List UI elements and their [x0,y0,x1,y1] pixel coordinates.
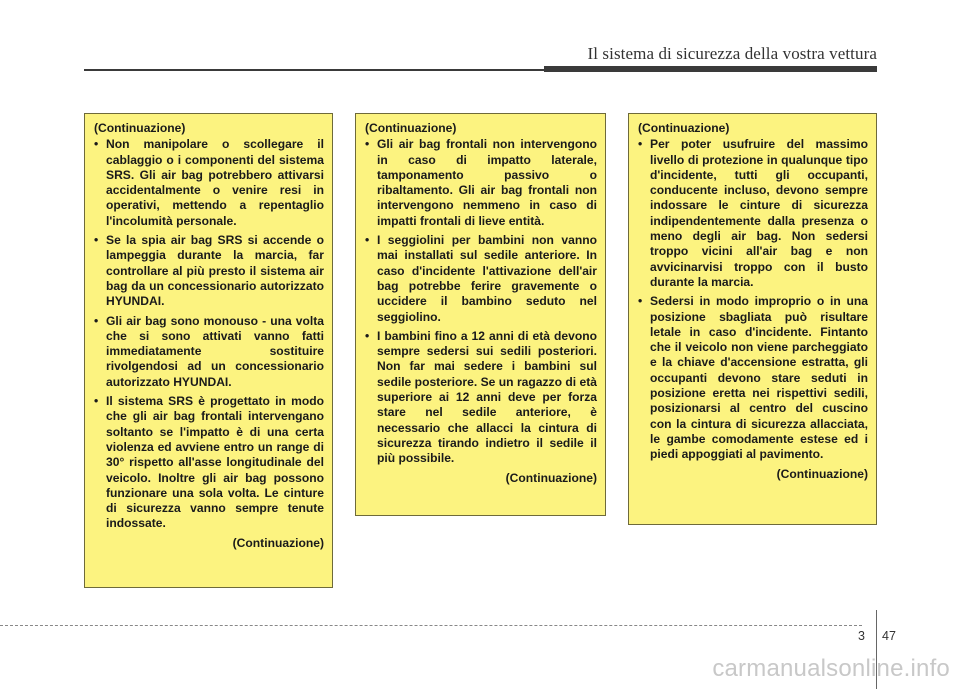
bullet-list [93,137,324,531]
header-rule-thick [544,66,877,72]
page-section-number: 3 [858,629,865,643]
warning-panel-1 [84,113,333,588]
warning-panel-2 [355,113,606,516]
page-header-title: Il sistema di sicurezza della vostra vettura [587,44,877,63]
footer-dashed-rule [0,625,862,626]
bullet-item: • I seggiolini per bambini non vanno mai installati sul sedile anteriore. In caso d'incidente l'attivazione dell'air bag potrebbe ferire gravemente o uccidere il bambino seduto nel seggiolino. [364,233,597,325]
bullet-item: • Se la spia air bag SRS si accende o lampeggia durante la marcia, far controllare al più presto il sistema air bag da un concessionario autorizzato HYUNDAI. [93,233,324,309]
continuation-heading: (Continuazione) [94,121,186,135]
header-rule-thin [84,69,544,71]
warning-panel-3 [628,113,877,525]
continuation-footer: (Continuazione) [232,535,324,550]
bullet-item: • Gli air bag sono monouso - una volta che si sono attivati vanno fatti immediatamente sostituire rivolgendosi ad un concessionario autorizzato HYUNDAI. [93,314,324,390]
continuation-heading: (Continuazione) [638,121,730,135]
bullet-list [637,137,868,462]
bullet-item: • Sedersi in modo improprio o in una posizione sbagliata può risultare letale in caso d'incidente. Fintanto che il veicolo non viene parcheggiato e la chiave d'accensione estratta, gli occupanti devono stare seduti in posizione eretta nei rispettivi sedili, posizionarsi al centro del cuscino con la cintura di sicurezza allacciata, le gambe comodamente estese ed i piedi appoggiati al pavimento. [637,294,868,462]
bullet-item: • Gli air bag frontali non intervengono in caso di impatto laterale, tamponamento passivo o ribaltamento. Gli air bag frontali non intervengono nemmeno in caso di impatti frontali di lieve entità. [364,137,597,229]
continuation-footer: (Continuazione) [776,466,868,481]
bullet-item: • I bambini fino a 12 anni di età devono sempre sedersi sui sedili posteriori. Non far mai sedere i bambini sul sedile posteriore. Se un ragazzo di età superiore ai 12 anni deve per forza stare nel sedile anteriore, è necessario che allacci la cintura di sicurezza tirando indietro il sedile il più possibile. [364,329,597,467]
bullet-item: • Il sistema SRS è progettato in modo che gli air bag frontali intervengano soltanto se l'impatto è di una certa violenza ed avviene entro un range di 30° rispetto all'asse longitudinale del veicolo. Inoltre gli air bag possono funzionare una sola volta. Le cinture di sicurezza vanno sempre tenute indossate. [93,394,324,532]
page-number: 47 [882,629,896,643]
bullet-item: • Non manipolare o scollegare il cablaggio o i componenti del sistema SRS. Gli air bag potrebbero attivarsi accidentalmente o venire resi in operativi, mettendo a repentaglio l'incolumità personale. [93,137,324,229]
bullet-item: • Per poter usufruire del massimo livello di protezione in qualunque tipo d'incidente, tutti gli occupanti, conducente incluso, devono sempre indossare le cinture di sicurezza indipendentemente dalla presenza o meno degli air bag. Non sedersi troppo vicini all'air bag e non avvicinarvisi troppo con il busto durante la marcia. [637,137,868,290]
watermark-text: carmanualsonline.info [712,655,950,682]
continuation-heading: (Continuazione) [365,121,457,135]
continuation-footer: (Continuazione) [505,470,597,485]
bullet-list [364,137,597,466]
